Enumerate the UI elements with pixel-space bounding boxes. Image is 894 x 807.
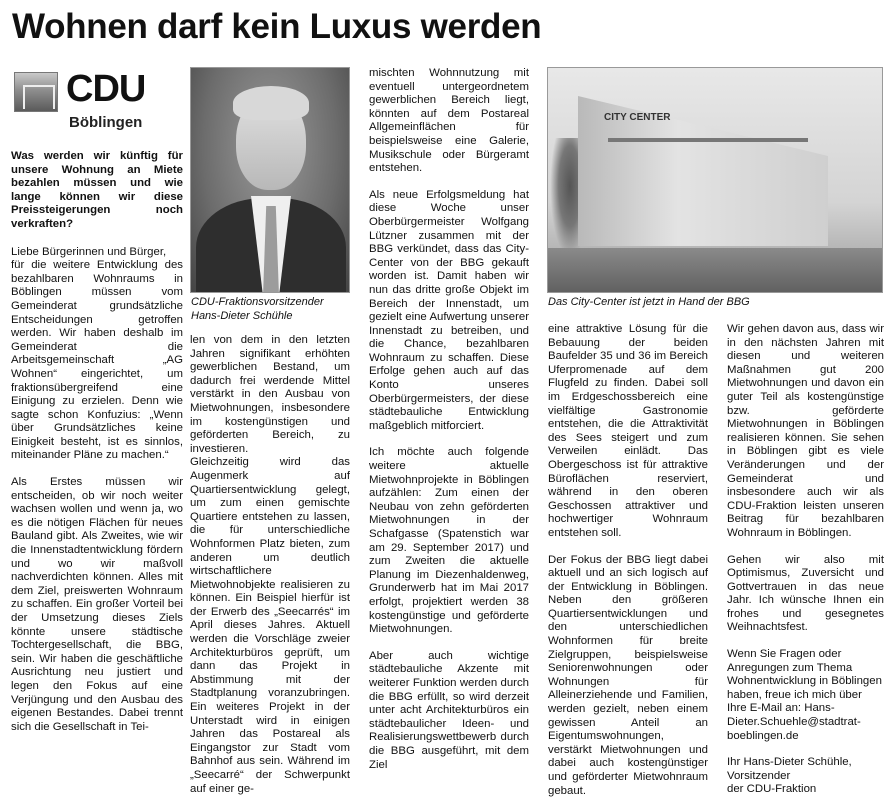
paragraph: Aber auch wichtige städtebauliche Akzente mit weiterer Funktion werden durch die BBG erfüllt, so wird derzeit unter acht Architekturbüros ein städtebaulicher Ideen- und Realisierungswettbewerb durch die BBG ausgeführt, mit dem Ziel <box>369 649 529 771</box>
paragraph: len von dem in den letzten Jahren signifikant erhöhten gewerblichen Bestand, um dadurch frei werdende Mittel verstärkt in den Ausbau von Mietwohnungen, insbesondere im kostengünstigen und geförderten Bereich, zu investieren. <box>190 334 350 455</box>
logo-photo <box>14 72 58 112</box>
signature-line: Ihr Hans-Dieter Schühle, <box>727 756 852 769</box>
paragraph: Als neue Erfolgsmeldung hat diese Woche unser Oberbürgermeister Wolfgang Lützner zusammen mit der BBG verkündet, dass das City-Center von der BBG gekauft worden ist. Damit haben wir nun das dritte große Objekt im Bereich der Innenstadt, um gezielt eine Aufwertung unserer Innenstadt zu betreiben, und die Chance, bezahlbaren Wohnraum zu schaffen. Diese Erfolge gehen auch auf das Konto unseres Oberbürgermeisters, der diese städtebauliche Entwicklung maßgeblich mitforciert. <box>369 188 529 432</box>
lead-question: Was werden wir künftig für unsere Wohnung an Miete bezahlen müssen und wie lange können wir diese Preissteigerungen noch verkraften? <box>11 150 183 230</box>
building-caption: Das City-Center ist jetzt in Hand der BBG <box>548 296 750 308</box>
paragraph: eine attraktive Lösung für die Bebauung der beiden Baufelder 35 und 36 im Bereich Uferpromenade auf dem Flugfeld zu finden. Dabei soll im Erdgeschossbereich eine vielfältige Gastronomie entstehen, die die Attraktivität des Sees steigert und zum Verweilen einlädt. Das Obergeschoss ist für attraktive Büroflächen reserviert, während in den oberen Geschossen attraktiver und hochwertiger Wohnraum entstehen soll. <box>548 323 708 539</box>
signature-line: der CDU-Fraktion <box>727 783 817 796</box>
paragraph: Ich möchte auch folgende weitere aktuelle Mietwohnprojekte in Böblingen aufzählen: Zum einen der Neubau von zehn geförderten Mietwohnungen in der Schafgasse (Spatenstich war am 29. September 2017) und zum Zweiten die aktuelle Planung im Diezenhaldenweg, Grunderwerb hat im Mai 2017 erfolgt, projektiert werden 38 kostengünstige und geförderte Mietwohnungen. <box>369 446 529 636</box>
paragraph: Als Erstes müssen wir entscheiden, ob wir noch weiter wachsen wollen und wenn ja, wo es die nötigen Flächen für neues Bauland gibt. Als Zweites, wie wir die Innenstadtentwicklung fördern und wo wir maßvoll nachverdichten können. Alles mit dem Ziel, preiswerten Wohnraum zu schaffen. Ein großer Vorteil bei der Umsetzung dieses Ziels könnte unsere städtische Tochtergesellschaft, die BBG, sein. Wir haben die geschäftliche Ausrichtung neu justiert und legen den Fokus auf eine Verjüngung und den Ausbau des eigenen Bestandes. Dabei trennt sich die Gesellschaft in Tei- <box>11 476 183 733</box>
logo-party: CDU <box>66 68 146 110</box>
column-5 <box>727 323 884 800</box>
column-2 <box>190 334 350 800</box>
column-3 <box>369 67 529 800</box>
paragraph: Wir gehen davon aus, dass wir in den nächsten Jahren mit diesen und weiteren Maßnahmen gut 200 Mietwohnungen und davon ein guter Teil als kostengünstige bzw. geförderte Mietwohnungen in Böblingen realisieren können. Sie sehen in Böblingen gibt es viele Veränderungen und der Gemeinderat und insbesondere auch wir als CDU-Fraktion leisten unseren Beitrag für bezahlbaren Wohnraum in Böblingen. <box>727 323 884 539</box>
portrait-caption: CDU-Fraktionsvorsitzender Hans-Dieter Schühle <box>191 296 324 322</box>
signature-line: Vorsitzender <box>727 769 791 782</box>
paragraph: Gehen wir also mit Optimismus, Zuversicht und Gottvertrauen in das neue Jahr. Ich wünsche Ihnen ein frohes und gesegnetes Weihnachtsfest. <box>727 553 884 634</box>
paragraph: Wenn Sie Fragen oder Anregungen zum Thema Wohnentwicklung in Böblingen haben, freue ich mich über Ihre E-Mail an: Hans-Dieter.Schuehle@stadtrat-boeblingen.de <box>727 648 882 742</box>
window-band <box>608 138 808 142</box>
signature <box>727 756 884 797</box>
logo-city: Böblingen <box>69 114 143 131</box>
column-4 <box>548 323 708 800</box>
building-sign: CITY CENTER <box>604 112 671 123</box>
paragraph: mischten Wohnnutzung mit eventuell untergeordnetem gewerblichen Bereich liegt, könnten auf dem Postareal Allgemeinflächen für beispielsweise eine Galerie, Musikschule oder Bürgeramt entstehen. <box>369 67 529 175</box>
city-center-photo <box>547 67 883 293</box>
paragraph: Gleichzeitig wird das Augenmerk auf Quartiersentwicklung gelegt, um zum einen gemischte Quartiere entstehen zu lassen, die für unterschiedliche Wohnformen Platz bieten, zum anderen um deutlich wirtschaftlichere Mietwohnobjekte realisieren zu können. Ein Beispiel hierfür ist der Erwerb des „Seecarrés“ im April dieses Jahres. Aktuell werden die Vorschläge zweier Architekturbüros geprüft, um dann das Projekt in Abstimmung mit der Stadtplanung voranzubringen. Ein weiteres Projekt in der Unterstadt wird in einigen Jahren das Postareal als Eingangstor zur Stadt vom Bahnhof aus sein. Während im „Seecarré“ der Schwerpunkt auf einer ge- <box>190 456 350 795</box>
paragraph: Liebe Bürgerinnen und Bürger, <box>11 245 167 258</box>
paragraph: Der Fokus der BBG liegt dabei aktuell und an sich logisch auf der Entwicklung in Böblingen. Neben den größeren Quartiersentwicklungen und den unterschiedlichen Wohnformen für breite Zielgruppen, beispielsweise Seniorenwohnungen oder Wohnungen für Alleinerziehende und Familien, werden gezielt, neben einem gewissen Anteil an Eigentumswohnungen, verstärkt Mietwohnungen und dabei auch kostengünstiger und geförderter Mietwohnraum gebaut. <box>548 553 708 797</box>
column-1 <box>11 150 183 800</box>
portrait-photo <box>190 67 350 293</box>
road-shape <box>548 248 883 293</box>
cdu-logo <box>14 68 174 136</box>
paragraph: für die weitere Entwicklung des bezahlbaren Wohnraums in Böblingen müssen vom Gemeinderat grundsätzliche Entscheidungen getroffen werden. Wir haben deshalb im Gemeinderat die Arbeitsgemeinschaft „AG Wohnen“ eingerichtet, um fraktionsübergreifend eine Einigung zu erzielen. Denn wie sagte schon Konfuzius: „Wenn über Grundsätzliches keine Einigkeit besteht, ist es sinnlos, miteinander Pläne zu machen.“ <box>11 259 183 462</box>
hair-shape <box>233 86 309 120</box>
headline: Wohnen darf kein Luxus werden <box>12 7 542 46</box>
